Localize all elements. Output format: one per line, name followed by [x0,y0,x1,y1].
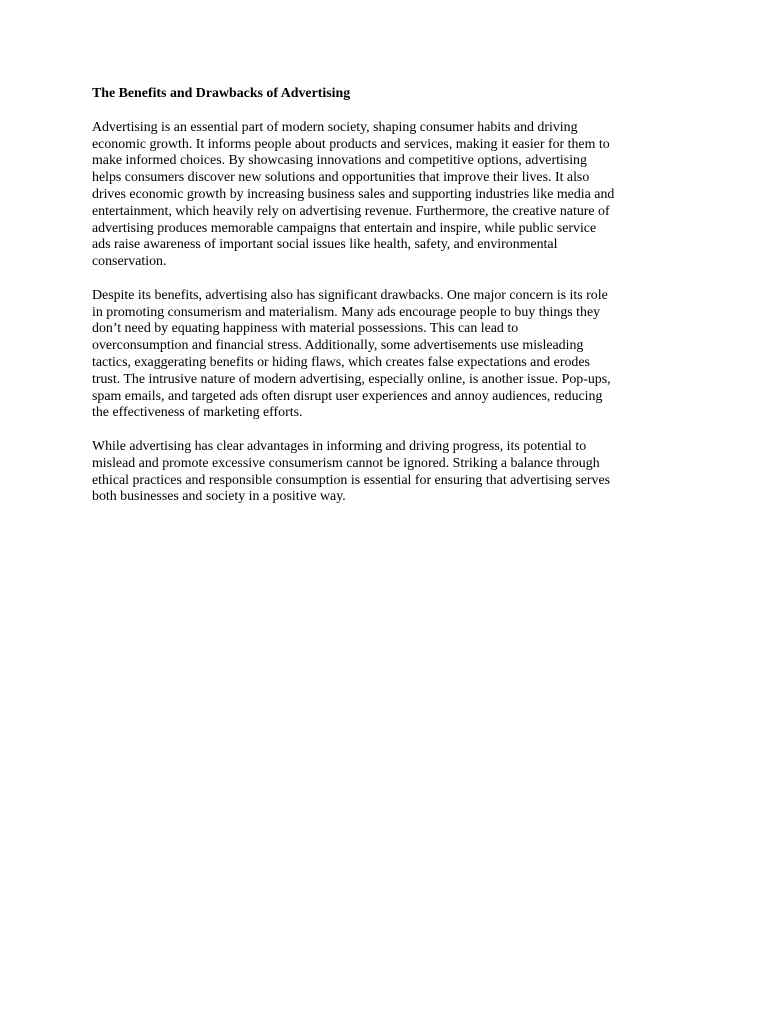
paragraph-line: both businesses and society in a positive way. [92,489,346,505]
paragraph-line: mislead and promote excessive consumerism cannot be ignored. Striking a balance through [92,455,600,471]
paragraph-line: entertainment, which heavily rely on advertising revenue. Furthermore, the creative nature of [92,203,610,219]
paragraph-line: don’t need by equating happiness with material possessions. This can lead to [92,321,519,337]
paragraph-line: drives economic growth by increasing business sales and supporting industries like media and [92,186,615,202]
paragraph-line: conservation. [92,254,167,270]
paragraph-conclusion [92,439,680,506]
paragraph-benefits [92,120,680,271]
paragraph-line: advertising produces memorable campaigns that entertain and inspire, while public service [92,220,597,236]
paragraph-line: make informed choices. By showcasing innovations and competitive options, advertising [92,153,587,169]
paragraph-line: trust. The intrusive nature of modern advertising, especially online, is another issue. Pop-ups, [92,371,611,387]
document-body [92,86,680,523]
paragraph-line: spam emails, and targeted ads often disrupt user experiences and annoy audiences, reducing [92,388,603,404]
paragraph-line: Despite its benefits, advertising also has significant drawbacks. One major concern is its role [92,287,608,303]
paragraph-drawbacks [92,288,680,422]
paragraph-line: helps consumers discover new solutions and opportunities that improve their lives. It also [92,170,590,186]
paragraph-line: Advertising is an essential part of modern society, shaping consumer habits and driving [92,119,578,135]
paragraph-line: While advertising has clear advantages in informing and driving progress, its potential to [92,438,587,454]
paragraph-line: tactics, exaggerating benefits or hiding flaws, which creates false expectations and erodes [92,354,590,370]
paragraph-line: economic growth. It informs people about products and services, making it easier for them to [92,136,610,152]
paragraph-line: overconsumption and financial stress. Additionally, some advertisements use misleading [92,338,584,354]
document-title: The Benefits and Drawbacks of Advertising [92,86,351,101]
paragraph-line: the effectiveness of marketing efforts. [92,405,303,421]
paragraph-line: ads raise awareness of important social issues like health, safety, and environmental [92,237,558,253]
paragraph-line: in promoting consumerism and materialism. Many ads encourage people to buy things they [92,304,601,320]
paragraph-line: ethical practices and responsible consumption is essential for ensuring that advertising serves [92,472,611,488]
